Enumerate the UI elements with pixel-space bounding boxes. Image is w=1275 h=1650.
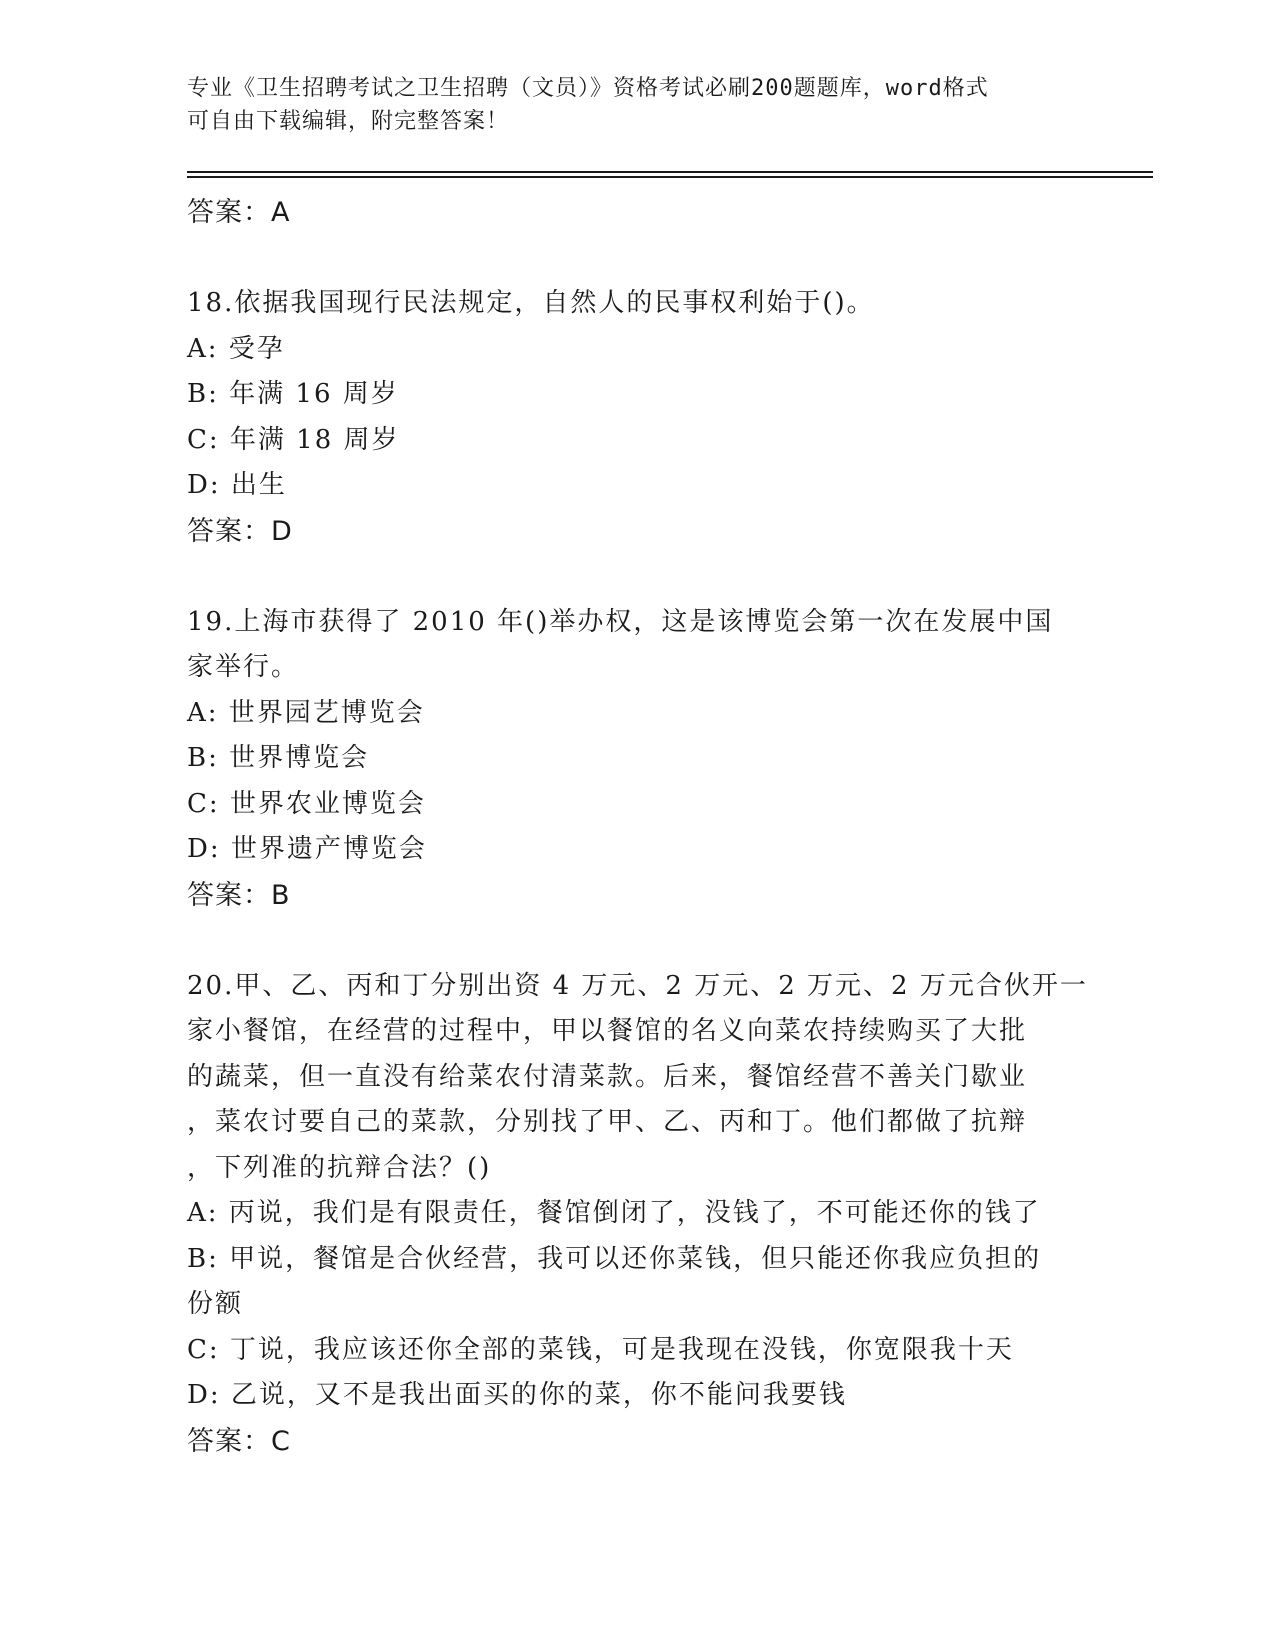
document-header	[187, 72, 1067, 138]
option-d: D: 乙说，又不是我出面买的你的菜，你不能问我要钱	[187, 1380, 847, 1410]
option-c: C: 年满 18 周岁	[187, 424, 400, 455]
answer-line: 答案：D	[187, 515, 293, 547]
question-stem: 的蔬菜，但一直没有给菜农付清菜款。后来，餐馆经营不善关门歇业	[187, 1061, 1028, 1092]
option-d: D: 世界遗产博览会	[187, 834, 427, 864]
question-block-18	[187, 281, 1087, 554]
header-rule-top	[187, 171, 1153, 173]
spacer	[187, 236, 1087, 282]
question-stem: 18.依据我国现行民法规定，自然人的民事权利始于()。	[187, 288, 875, 318]
spacer	[187, 918, 1087, 964]
question-stem: 20.甲、乙、丙和丁分别出资 4 万元、2 万元、2 万元、2 万元合伙开一	[187, 970, 1088, 1001]
option-a: A: 丙说，我们是有限责任，餐馆倒闭了，没钱了，不可能还你的钱了	[187, 1198, 1041, 1228]
question-block-19	[187, 600, 1087, 919]
option-a: A: 世界园艺博览会	[187, 697, 425, 728]
option-b: B: 世界博览会	[187, 743, 370, 773]
question-stem: 家举行。	[187, 652, 300, 682]
option-c: C: 丁说，我应该还你全部的菜钱，可是我现在没钱，你宽限我十天	[187, 1334, 1014, 1365]
answer-line: 答案：B	[187, 879, 291, 911]
header-rule-bottom	[187, 176, 1153, 178]
question-block-20	[187, 964, 1087, 1465]
answer-line: 答案：C	[187, 1425, 291, 1457]
option-c: C: 世界农业博览会	[187, 788, 426, 819]
option-b: B: 年满 16 周岁	[187, 379, 399, 409]
spacer	[187, 554, 1087, 600]
question-content	[187, 190, 1087, 1464]
question-stem: ，菜农讨要自己的菜款，分别找了甲、乙、丙和丁。他们都做了抗辩	[187, 1107, 1028, 1137]
option-b: B: 甲说，餐馆是合伙经营，我可以还你菜钱，但只能还你我应负担的	[187, 1243, 1042, 1274]
answer-line: 答案：A	[187, 197, 291, 228]
question-stem: 家小餐馆，在经营的过程中，甲以餐馆的名义向菜农持续购买了大批	[187, 1016, 1028, 1046]
header-line-1: 专业《卫生招聘考试之卫生招聘（文员）》资格考试必刷200题题库，word格式	[187, 76, 989, 101]
question-stem: 19.上海市获得了 2010 年()举办权，这是该博览会第一次在发展中国	[187, 606, 1054, 637]
header-line-2: 可自由下载编辑，附完整答案！	[187, 109, 510, 134]
option-a: A: 受孕	[187, 333, 285, 364]
option-b-continued: 份额	[187, 1289, 244, 1319]
question-stem: ，下列准的抗辩合法？()	[187, 1152, 492, 1183]
option-d: D: 出生	[187, 470, 287, 500]
